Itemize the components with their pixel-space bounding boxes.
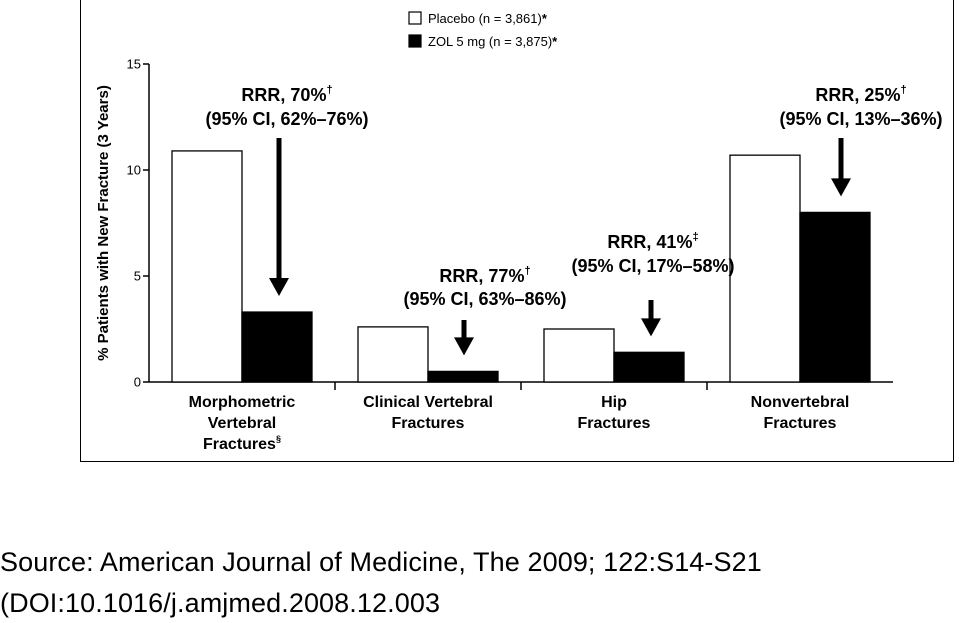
annotation-ci: (95% CI, 62%–76%) xyxy=(205,109,369,129)
y-tick-label: 15 xyxy=(126,56,141,72)
x-category-label: Nonvertebral xyxy=(750,394,850,411)
x-category-label: Fractures xyxy=(763,415,837,432)
annotation-arrow-head xyxy=(831,178,851,196)
bar-placebo xyxy=(172,151,242,382)
x-category-label: Morphometric xyxy=(188,394,296,411)
x-category-label: Vertebral xyxy=(207,415,277,432)
annotation-rrr: RRR, 41%‡ xyxy=(607,231,699,252)
legend-swatch-placebo xyxy=(409,12,421,24)
x-category-label: Clinical Vertebral xyxy=(363,394,493,411)
source-citation: Source: American Journal of Medicine, The 2009; 122:S14-S21 xyxy=(0,547,762,577)
bar-zol xyxy=(428,371,498,382)
annotation-arrow-head xyxy=(641,318,661,336)
x-category-label: Fractures xyxy=(391,415,465,432)
annotation-ci: (95% CI, 63%–86%) xyxy=(403,289,567,309)
y-axis-title: % Patients with New Fracture (3 Years) xyxy=(95,85,112,361)
annotation-rrr: RRR, 25%† xyxy=(815,84,907,105)
x-category-label: Fractures xyxy=(577,415,651,432)
annotation-rrr: RRR, 70%† xyxy=(241,84,333,105)
annotation-rrr: RRR, 77%† xyxy=(439,265,531,286)
annotation-ci: (95% CI, 13%–36%) xyxy=(779,109,943,129)
x-category-label: Hip xyxy=(601,394,627,411)
annotation-arrow-head xyxy=(454,337,474,355)
y-tick-label: 10 xyxy=(126,162,141,178)
bar-placebo xyxy=(358,327,428,382)
annotation-arrow-head xyxy=(269,278,289,296)
bar-zol xyxy=(614,352,684,382)
y-tick-label: 0 xyxy=(133,374,141,390)
bar-zol xyxy=(800,212,870,382)
legend-label-zol: ZOL 5 mg (n = 3,875)* xyxy=(428,34,558,49)
source-doi: (DOI:10.1016/j.amjmed.2008.12.003 xyxy=(0,588,441,618)
x-category-label: Fractures§ xyxy=(203,434,281,453)
bar-zol xyxy=(242,312,312,382)
annotation-ci: (95% CI, 17%–58%) xyxy=(571,256,735,276)
chart-figure xyxy=(80,0,954,462)
legend-label-placebo: Placebo (n = 3,861)* xyxy=(428,11,547,26)
bar-placebo xyxy=(544,329,614,382)
bar-placebo xyxy=(730,155,800,382)
chart-canvas xyxy=(81,0,955,462)
y-tick-label: 5 xyxy=(133,268,141,284)
legend-swatch-zol xyxy=(409,35,421,47)
